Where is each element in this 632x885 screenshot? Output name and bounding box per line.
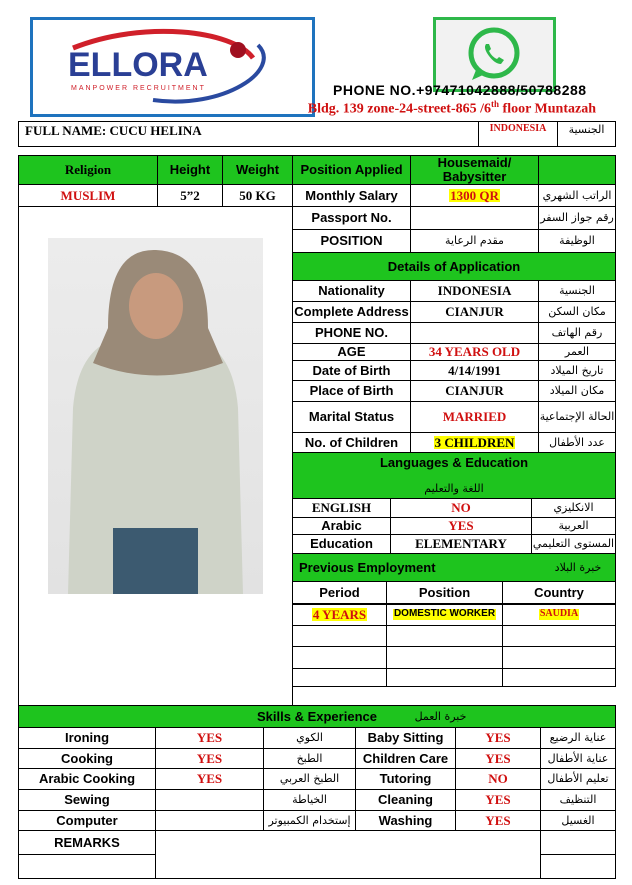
detail-1-label: Complete Address: [292, 301, 411, 323]
skill-lv: YES: [155, 768, 264, 790]
remarks-blank: [540, 830, 616, 855]
employment-cell: [386, 603, 503, 626]
whatsapp-icon: [433, 17, 556, 92]
employment-cell: [502, 603, 616, 626]
skill-r: Washing: [355, 810, 456, 831]
employment-cell: [502, 625, 616, 647]
skill-l: Ironing: [18, 727, 156, 749]
svg-text:ELLORA: ELLORA: [68, 46, 208, 84]
lang-1-label-ar: العربية: [531, 517, 616, 535]
employment-cell: [292, 646, 387, 669]
top-value-4-text: 1300 QR: [450, 187, 499, 203]
skill-lv: [155, 810, 264, 831]
detail-7-value: [410, 432, 539, 453]
nationality-value: INDONESIA: [478, 121, 558, 147]
skill-r: Children Care: [355, 748, 456, 769]
detail-4-label-ar: تاريخ الميلاد: [538, 360, 616, 381]
detail-6-label: Marital Status: [292, 401, 411, 433]
skill-rv: YES: [455, 748, 541, 769]
skill-ra: تعليم الأطفال: [540, 768, 616, 790]
employment-cell: [292, 668, 387, 687]
employment-cell: [292, 625, 387, 647]
skill-lv: [155, 789, 264, 811]
detail-7-value-text: 3 CHILDREN: [434, 434, 515, 450]
remarks-label: REMARKS: [18, 830, 156, 855]
detail-5-label-ar: مكان الميلاد: [538, 380, 616, 402]
employment-cell-text: 4 YEARS: [312, 606, 367, 622]
skill-rv: NO: [455, 768, 541, 790]
detail-0-value: INDONESIA: [410, 280, 539, 302]
header-col-5: [538, 155, 616, 185]
phone-number: PHONE NO.+97471042888/50788288: [333, 82, 587, 98]
ellora-logo: [30, 17, 315, 117]
detail-3-label: AGE: [292, 343, 411, 361]
skill-rv: YES: [455, 789, 541, 811]
lang-1-value: YES: [390, 517, 532, 535]
detail-7-label-ar: عدد الأطفال: [538, 432, 616, 453]
detail-3-value: 34 YEARS OLD: [410, 343, 539, 361]
photo-area: [18, 206, 293, 706]
detail-0-label: Nationality: [292, 280, 411, 302]
skill-rv: YES: [455, 810, 541, 831]
position-value: مقدم الرعاية: [410, 229, 539, 253]
lang-0-value: NO: [390, 498, 532, 518]
lang-1-label: Arabic: [292, 517, 391, 535]
employment-cell: [386, 646, 503, 669]
detail-7-label: No. of Children: [292, 432, 411, 453]
skill-r: Tutoring: [355, 768, 456, 790]
top-value-2: 50 KG: [222, 184, 293, 207]
lang-0-label-ar: الانكليزي: [531, 498, 616, 518]
detail-2-label: PHONE NO.: [292, 322, 411, 344]
skill-la: الخياطة: [263, 789, 356, 811]
detail-3-label-ar: العمر: [538, 343, 616, 361]
employment-header-2: Country: [502, 581, 616, 604]
employment-cell: [502, 668, 616, 687]
employment-cell: [502, 646, 616, 669]
skill-la: الطبخ: [263, 748, 356, 769]
detail-6-label-ar: الحالة الإجتماعية: [538, 401, 616, 433]
skill-lv: YES: [155, 727, 264, 749]
skill-la: إستخدام الكمبيوتر: [263, 810, 356, 831]
skills-title-ar: خبرة العمل: [414, 709, 467, 723]
skill-r: Cleaning: [355, 789, 456, 811]
detail-4-value: 4/14/1991: [410, 360, 539, 381]
detail-2-value: [410, 322, 539, 344]
passport-label-ar: رقم جواز السفر: [538, 206, 616, 230]
passport-label: Passport No.: [292, 206, 411, 230]
details-title: Details of Application: [292, 252, 616, 281]
remarks-field: [155, 830, 541, 879]
detail-2-label-ar: رقم الهاتف: [538, 322, 616, 344]
detail-5-label: Place of Birth: [292, 380, 411, 402]
employment-title: Previous Employment: [292, 553, 616, 582]
top-value-5: الراتب الشهري: [538, 184, 616, 207]
full-name: FULL NAME: CUCU HELINA: [18, 121, 479, 147]
top-value-4: [410, 184, 539, 207]
nationality-label-ar: الجنسية: [557, 121, 616, 147]
employment-cell: [292, 603, 387, 626]
skill-l: Sewing: [18, 789, 156, 811]
skill-r: Baby Sitting: [355, 727, 456, 749]
address: Bldg. 139 zone-24-street-865 /6th floor Muntazah: [307, 99, 596, 117]
skills-title: Skills & Experience: [18, 705, 616, 728]
languages-title-ar: اللغة والتعليم: [424, 482, 484, 496]
top-value-1: 5”2: [157, 184, 223, 207]
position-label: POSITION: [292, 229, 411, 253]
employment-cell-text: SAUDIA: [539, 608, 579, 620]
lang-2-label-ar: المستوى التعليمي: [531, 534, 616, 554]
skill-rv: YES: [455, 727, 541, 749]
detail-4-label: Date of Birth: [292, 360, 411, 381]
detail-0-label-ar: الجنسية: [538, 280, 616, 302]
detail-6-value: MARRIED: [410, 401, 539, 433]
skill-l: Computer: [18, 810, 156, 831]
header-col-0: Religion: [18, 155, 158, 185]
languages-title: Languages & Education: [379, 454, 529, 470]
lang-0-label: ENGLISH: [292, 498, 391, 518]
top-value-0: MUSLIM: [18, 184, 158, 207]
lang-2-label: Education: [292, 534, 391, 554]
employment-cell: [386, 625, 503, 647]
header-col-1: Height: [157, 155, 223, 185]
header-col-3: Position Applied: [292, 155, 411, 185]
skill-ra: عناية الأطفال: [540, 748, 616, 769]
skill-ra: التنظيف: [540, 789, 616, 811]
skill-ra: عناية الرضيع: [540, 727, 616, 749]
employment-cell-text: DOMESTIC WORKER: [393, 608, 496, 620]
header-col-4: Housemaid/ Babysitter: [410, 155, 539, 185]
lang-2-value: ELEMENTARY: [390, 534, 532, 554]
skill-l: Arabic Cooking: [18, 768, 156, 790]
remarks-blank: [18, 854, 156, 879]
detail-5-value: CIANJUR: [410, 380, 539, 402]
top-value-3: Monthly Salary: [292, 184, 411, 207]
employment-cell: [386, 668, 503, 687]
passport-value: [410, 206, 539, 230]
detail-1-value: CIANJUR: [410, 301, 539, 323]
svg-text:MANPOWER RECRUITMENT: MANPOWER RECRUITMENT: [71, 85, 206, 92]
skill-ra: الغسيل: [540, 810, 616, 831]
skill-la: الكوي: [263, 727, 356, 749]
detail-1-label-ar: مكان السكن: [538, 301, 616, 323]
skill-l: Cooking: [18, 748, 156, 769]
position-label-ar: الوظيفة: [538, 229, 616, 253]
header-col-2: Weight: [222, 155, 293, 185]
employment-header-0: Period: [292, 581, 387, 604]
skill-la: الطبخ العربي: [263, 768, 356, 790]
skill-lv: YES: [155, 748, 264, 769]
employment-title-ar: خبرة البلاد: [554, 560, 602, 574]
remarks-blank: [540, 854, 616, 879]
employment-header-1: Position: [386, 581, 503, 604]
